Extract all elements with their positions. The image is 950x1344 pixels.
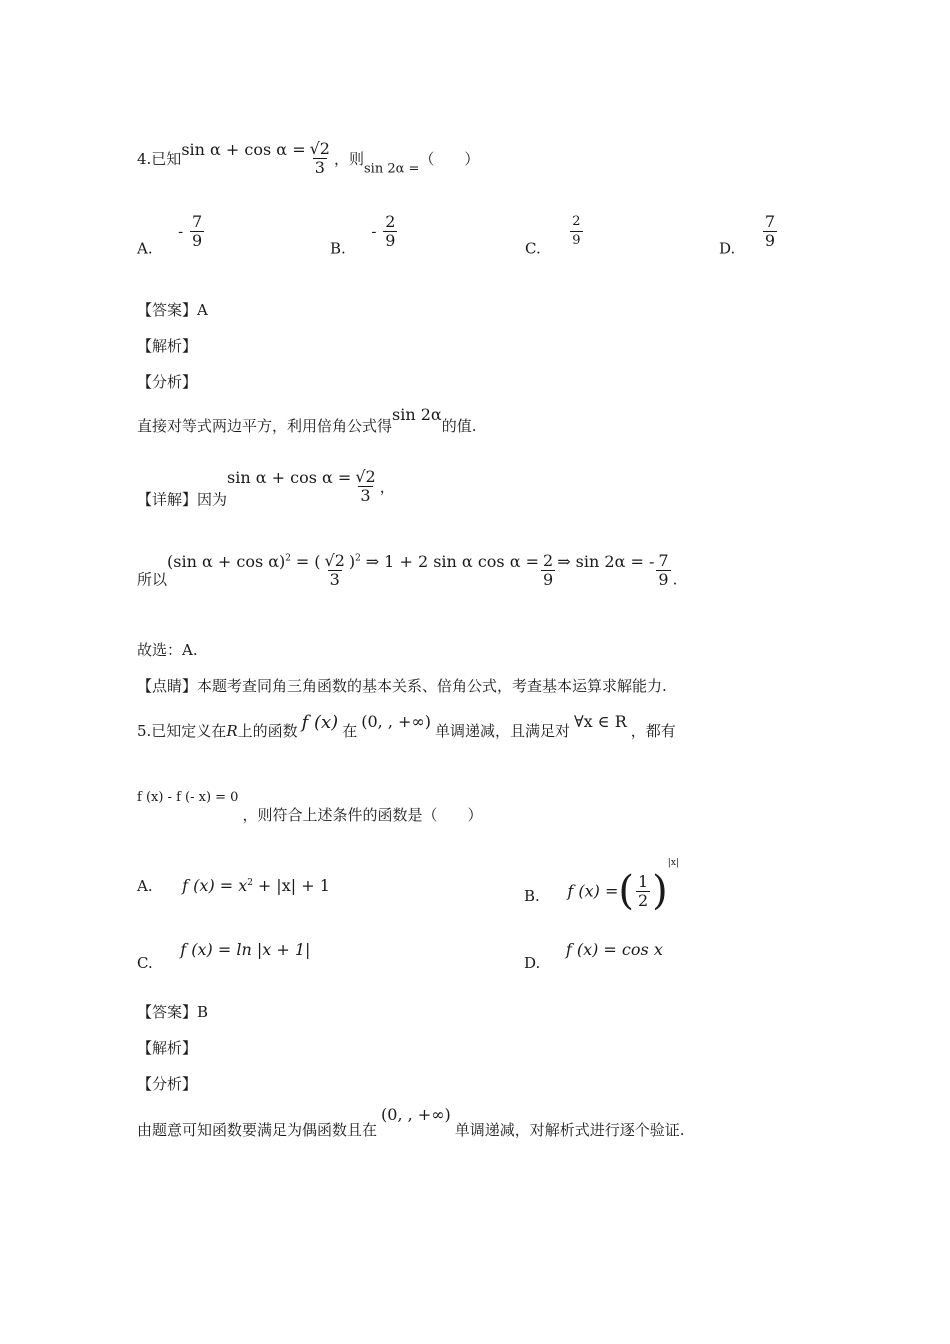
so-exp2: 2 bbox=[355, 553, 361, 564]
optC-expr: f (x) = ln |x + 1| bbox=[180, 940, 311, 959]
q5-cond: f (x) - f (- x) = 0 bbox=[137, 790, 239, 805]
q4-given-num: √2 bbox=[309, 139, 330, 158]
option-num: 2 bbox=[572, 214, 581, 229]
q5-stem5: ，都有 bbox=[630, 722, 676, 740]
detail-eq: sin α + cos α = bbox=[227, 468, 352, 487]
q4-answer: 【答案】A bbox=[137, 301, 208, 319]
optB-exp: |x| bbox=[667, 858, 679, 868]
q4-blank: （ ） bbox=[419, 150, 480, 168]
q5-option-c bbox=[137, 940, 310, 972]
analysis-text-post: 单调递减，对解析式进行逐个验证. bbox=[454, 1121, 685, 1139]
so-label: 所以 bbox=[137, 570, 168, 589]
detail-den: 3 bbox=[360, 486, 371, 505]
optB-lhs: f (x) = bbox=[567, 881, 619, 901]
q5-jiexi: 【解析】 bbox=[137, 1039, 198, 1057]
so-end: . bbox=[672, 570, 678, 589]
option-letter: A. bbox=[137, 877, 153, 895]
detail-label: 【详解】因为 bbox=[137, 490, 228, 509]
so-frac2 bbox=[541, 552, 555, 589]
option-fraction bbox=[383, 213, 397, 250]
q4-given-frac bbox=[308, 140, 332, 177]
option-sign: - bbox=[178, 222, 184, 241]
q4-given-eq: sin α + cos α = bbox=[181, 140, 306, 159]
q5-stem3: 在 bbox=[342, 722, 358, 740]
q4-jiexi: 【解析】 bbox=[137, 337, 198, 355]
detail-frac bbox=[353, 468, 377, 505]
q4-given-den: 3 bbox=[314, 158, 325, 177]
option-letter: C. bbox=[525, 239, 541, 258]
q5-option-a bbox=[137, 876, 330, 895]
q5-interval: (0, , +∞) bbox=[361, 712, 431, 731]
q4-choose: 故选：A. bbox=[137, 641, 198, 659]
so-part1: (sin α + cos α) bbox=[167, 552, 286, 571]
so-num3: 7 bbox=[658, 551, 669, 570]
optD-expr: f (x) = cos x bbox=[565, 940, 663, 959]
q4-comment: 【点睛】本题考查同角三角函数的基本关系、倍角公式，考查基本运算求解能力. bbox=[137, 677, 667, 695]
option-letter: C. bbox=[137, 954, 153, 972]
so-den1: 3 bbox=[329, 570, 340, 589]
option-num: 2 bbox=[385, 212, 396, 231]
so-num1: √2 bbox=[324, 551, 345, 570]
q5-option-b: B. f (x) =( $\frac{1}{2}$ )$^{|x|}$ bbox=[524, 858, 679, 914]
q5-stem2: 上的函数 bbox=[237, 722, 298, 740]
so-part2: = ( bbox=[295, 552, 321, 571]
option-letter: A. bbox=[137, 239, 153, 258]
detail-num: √2 bbox=[355, 467, 376, 486]
so-den3: 9 bbox=[658, 570, 669, 589]
analysis-text-pre: 由题意可知函数要满足为偶函数且在 bbox=[137, 1121, 378, 1139]
q5-answer: 【答案】B bbox=[137, 1003, 209, 1021]
option-sign: - bbox=[371, 222, 377, 241]
option-fraction bbox=[570, 213, 582, 250]
q5-stem4: 单调递减，且满足对 bbox=[434, 722, 570, 740]
optB-num: 1 bbox=[637, 871, 649, 891]
q4-option-c bbox=[525, 213, 585, 258]
option-num: 7 bbox=[192, 212, 203, 231]
option-letter: B. bbox=[330, 239, 346, 258]
q5-option-d bbox=[524, 940, 663, 972]
so-frac3 bbox=[656, 552, 670, 589]
q4-option-d bbox=[719, 213, 779, 258]
optA-rhs: + |x| + 1 bbox=[257, 876, 330, 895]
option-den: 9 bbox=[385, 231, 396, 250]
so-frac1 bbox=[323, 552, 347, 589]
q5-stem bbox=[137, 712, 676, 741]
q4-stem bbox=[137, 140, 479, 177]
option-letter: D. bbox=[524, 954, 541, 972]
option-den: 9 bbox=[764, 231, 776, 250]
optB-den: 2 bbox=[637, 890, 649, 910]
so-num2: 2 bbox=[543, 551, 554, 570]
analysis-text-post: 的值. bbox=[441, 417, 477, 435]
so-den2: 9 bbox=[543, 570, 554, 589]
analysis-text-pre: 直接对等式两边平方，利用倍角公式得 bbox=[137, 417, 393, 435]
so-part4: ⇒ 1 + 2 sin α cos α = bbox=[365, 552, 539, 571]
q4-target: sin 2α = bbox=[364, 161, 420, 177]
optB-frac bbox=[636, 873, 650, 910]
q5-stem1: 5.已知定义在 bbox=[137, 722, 227, 740]
q5-fenxi: 【分析】 bbox=[137, 1075, 198, 1093]
q5-condition-line bbox=[137, 790, 482, 825]
optA-exp: 2 bbox=[247, 878, 254, 888]
q5-analysis bbox=[137, 1105, 685, 1140]
so-exp1: 2 bbox=[285, 553, 292, 564]
q4-option-a bbox=[137, 213, 206, 258]
q4-analysis bbox=[137, 405, 477, 436]
q4-derivation bbox=[137, 552, 677, 590]
option-den: 9 bbox=[572, 233, 581, 248]
q4-option-b bbox=[330, 213, 399, 258]
option-fraction bbox=[190, 213, 204, 250]
analysis-interval: (0, , +∞) bbox=[381, 1105, 451, 1124]
q4-stem-prefix: 4.已知 bbox=[137, 150, 182, 168]
so-part3: ) bbox=[348, 552, 356, 571]
q5-R1: R bbox=[226, 722, 238, 740]
optA-lhs: f (x) = x bbox=[182, 876, 248, 895]
q4-stem-mid: ，则 bbox=[333, 150, 364, 168]
q5-fx: f (x) bbox=[301, 712, 339, 733]
option-fraction bbox=[763, 213, 777, 250]
so-part5: ⇒ sin 2α = - bbox=[557, 552, 655, 571]
option-den: 9 bbox=[192, 231, 203, 250]
detail-post: ， bbox=[379, 478, 395, 496]
q4-fenxi: 【分析】 bbox=[137, 373, 198, 391]
option-letter: D. bbox=[719, 239, 736, 258]
q5-stem6: ，则符合上述条件的函数是（ ） bbox=[242, 806, 483, 824]
q5-forall: ∀x ∈ R bbox=[574, 712, 627, 731]
analysis-math: sin 2α bbox=[392, 405, 442, 424]
option-letter: B. bbox=[524, 887, 540, 905]
option-num: 7 bbox=[764, 212, 776, 231]
q4-detail bbox=[137, 468, 395, 510]
